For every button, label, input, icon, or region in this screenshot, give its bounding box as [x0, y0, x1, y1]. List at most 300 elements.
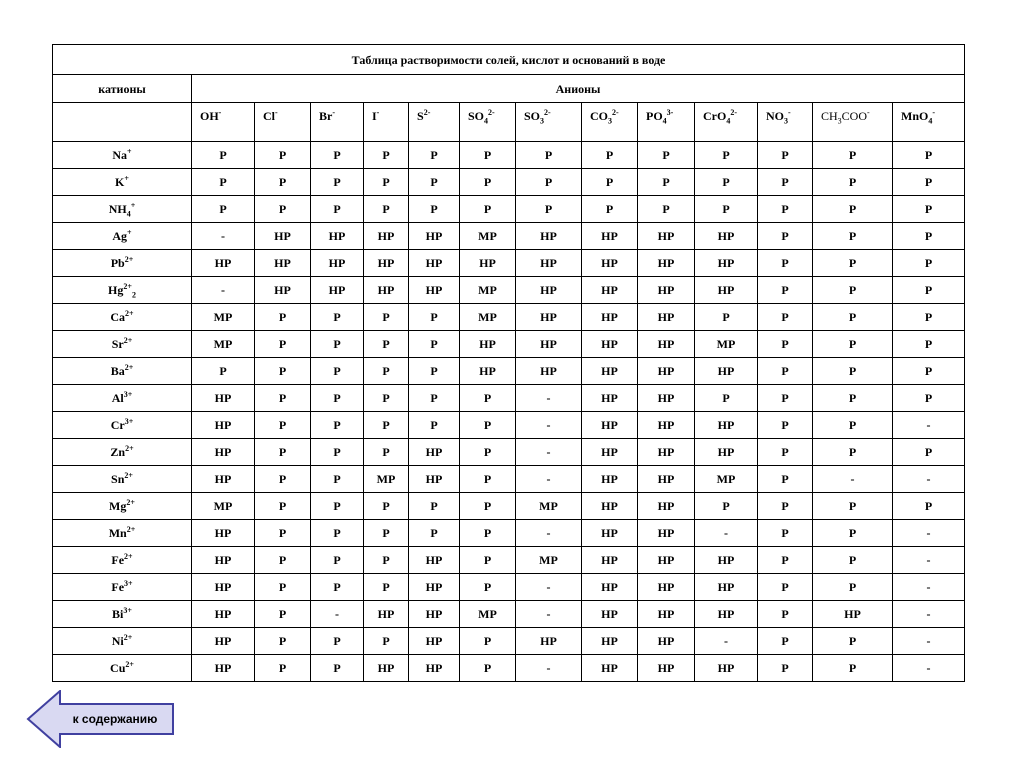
solubility-cell: НР — [638, 412, 695, 439]
solubility-cell: НР — [582, 547, 638, 574]
solubility-cell: - — [516, 574, 582, 601]
solubility-cell: Р — [813, 358, 893, 385]
cation-cell: $Mn^{2+}$ — [53, 520, 192, 547]
solubility-cell: Р — [255, 358, 311, 385]
solubility-cell: Р — [758, 196, 813, 223]
anion-header-1: Cl- — [255, 103, 311, 142]
solubility-cell: Р — [311, 412, 364, 439]
solubility-cell: - — [893, 520, 965, 547]
solubility-cell: НР — [582, 385, 638, 412]
anion-header-10: $NO_3^-$ — [758, 103, 813, 142]
solubility-cell: НР — [364, 250, 409, 277]
solubility-cell: НР — [695, 655, 758, 682]
solubility-cell: МР — [364, 466, 409, 493]
solubility-cell: Р — [582, 142, 638, 169]
solubility-cell: НР — [638, 250, 695, 277]
solubility-cell: Р — [758, 466, 813, 493]
table-row — [53, 574, 965, 601]
solubility-cell: Р — [255, 304, 311, 331]
solubility-cell: Р — [311, 196, 364, 223]
solubility-cell: Р — [893, 223, 965, 250]
solubility-cell: НР — [695, 358, 758, 385]
solubility-cell: Р — [364, 385, 409, 412]
solubility-cell: Р — [758, 277, 813, 304]
solubility-cell: - — [695, 520, 758, 547]
solubility-cell: НР — [192, 655, 255, 682]
solubility-cell: Р — [409, 493, 460, 520]
cation-cell: $Hg^{2+}_2$ — [53, 277, 192, 304]
solubility-cell: Р — [638, 169, 695, 196]
solubility-cell: Р — [813, 169, 893, 196]
cation-cell: K+ — [53, 169, 192, 196]
solubility-cell: МР — [192, 331, 255, 358]
solubility-cell: МР — [192, 493, 255, 520]
solubility-cell: НР — [460, 250, 516, 277]
solubility-cell: Р — [813, 547, 893, 574]
table-row — [53, 358, 965, 385]
solubility-cell: Р — [758, 331, 813, 358]
solubility-cell: НР — [638, 628, 695, 655]
solubility-cell: Р — [460, 169, 516, 196]
solubility-table — [52, 44, 965, 682]
table-row — [53, 466, 965, 493]
cation-cell: $Cr^{3+}$ — [53, 412, 192, 439]
solubility-cell: НР — [516, 250, 582, 277]
solubility-cell: Р — [364, 358, 409, 385]
solubility-cell: Р — [364, 628, 409, 655]
anion-header-7: $CO_3^{2-}$ — [582, 103, 638, 142]
solubility-cell: Р — [893, 439, 965, 466]
solubility-cell: Р — [460, 574, 516, 601]
anion-header-4: $S^{2-}$ — [409, 103, 460, 142]
table-row — [53, 655, 965, 682]
solubility-cell: НР — [409, 547, 460, 574]
cation-cell: $Fe^{2+}$ — [53, 547, 192, 574]
solubility-cell: Р — [460, 520, 516, 547]
solubility-cell: Р — [893, 196, 965, 223]
solubility-cell: - — [893, 628, 965, 655]
table-row — [53, 331, 965, 358]
solubility-cell: НР — [582, 331, 638, 358]
solubility-cell: НР — [582, 250, 638, 277]
solubility-cell: Р — [813, 142, 893, 169]
solubility-cell: НР — [516, 358, 582, 385]
solubility-cell: Р — [409, 196, 460, 223]
solubility-cell: Р — [813, 439, 893, 466]
solubility-cell: - — [192, 223, 255, 250]
cation-cell: $Al^{3+}$ — [53, 385, 192, 412]
solubility-cell: Р — [695, 169, 758, 196]
cation-cell: $Ni^{2+}$ — [53, 628, 192, 655]
solubility-cell: Р — [255, 331, 311, 358]
solubility-cell: Р — [813, 628, 893, 655]
solubility-cell: Р — [409, 331, 460, 358]
cation-cell: $Mg^{2+}$ — [53, 493, 192, 520]
solubility-cell: НР — [695, 547, 758, 574]
solubility-cell: Р — [409, 520, 460, 547]
solubility-cell: - — [813, 466, 893, 493]
solubility-cell: НР — [695, 601, 758, 628]
solubility-cell: Р — [758, 547, 813, 574]
solubility-cell: НР — [311, 223, 364, 250]
table-row — [53, 304, 965, 331]
solubility-cell: НР — [192, 439, 255, 466]
solubility-cell: НР — [192, 547, 255, 574]
solubility-cell: Р — [813, 277, 893, 304]
cation-cell: $Fe^{3+}$ — [53, 574, 192, 601]
solubility-cell: МР — [695, 331, 758, 358]
solubility-cell: НР — [255, 277, 311, 304]
anion-header-2: Br- — [311, 103, 364, 142]
solubility-cell: НР — [516, 304, 582, 331]
solubility-cell: НР — [813, 601, 893, 628]
solubility-cell: Р — [311, 655, 364, 682]
solubility-cell: НР — [582, 439, 638, 466]
solubility-cell: НР — [192, 574, 255, 601]
back-to-contents-label: к содержанию — [72, 712, 158, 726]
solubility-cell: Р — [364, 412, 409, 439]
solubility-table-frame — [52, 44, 964, 684]
solubility-cell: Р — [460, 439, 516, 466]
solubility-cell: Р — [460, 466, 516, 493]
solubility-cell: Р — [409, 385, 460, 412]
solubility-cell: Р — [758, 601, 813, 628]
solubility-cell: Р — [192, 169, 255, 196]
solubility-cell: НР — [638, 547, 695, 574]
solubility-cell: НР — [364, 601, 409, 628]
solubility-cell: Р — [311, 493, 364, 520]
solubility-cell: Р — [758, 223, 813, 250]
table-row — [53, 223, 965, 250]
solubility-cell: НР — [695, 223, 758, 250]
table-row — [53, 277, 965, 304]
cation-cell: $Pb^{2+}$ — [53, 250, 192, 277]
back-to-contents-button[interactable] — [26, 690, 176, 748]
solubility-cell: НР — [695, 277, 758, 304]
cations-header: катионы — [53, 75, 192, 103]
solubility-cell: Р — [255, 142, 311, 169]
solubility-cell: Р — [758, 412, 813, 439]
table-row — [53, 169, 965, 196]
solubility-cell: Р — [409, 169, 460, 196]
solubility-cell: - — [893, 466, 965, 493]
solubility-cell: - — [516, 466, 582, 493]
solubility-cell: Р — [255, 412, 311, 439]
solubility-cell: НР — [192, 601, 255, 628]
cation-cell: $Cu^{2+}$ — [53, 655, 192, 682]
solubility-cell: Р — [758, 439, 813, 466]
solubility-cell: НР — [516, 628, 582, 655]
solubility-cell: МР — [460, 277, 516, 304]
solubility-cell: Р — [813, 223, 893, 250]
solubility-cell: НР — [638, 655, 695, 682]
solubility-cell: Р — [758, 169, 813, 196]
solubility-cell: НР — [582, 628, 638, 655]
solubility-cell: Р — [311, 142, 364, 169]
solubility-cell: НР — [311, 277, 364, 304]
solubility-cell: Р — [893, 493, 965, 520]
solubility-cell: НР — [192, 628, 255, 655]
table-row — [53, 196, 965, 223]
table-row — [53, 628, 965, 655]
solubility-cell: НР — [638, 439, 695, 466]
solubility-cell: НР — [255, 250, 311, 277]
solubility-cell: Р — [813, 385, 893, 412]
solubility-cell: Р — [255, 628, 311, 655]
solubility-cell: Р — [311, 169, 364, 196]
anion-header-8: $PO_4^{3-}$ — [638, 103, 695, 142]
solubility-cell: Р — [758, 655, 813, 682]
solubility-cell: НР — [409, 628, 460, 655]
solubility-cell: - — [893, 412, 965, 439]
anion-header-12: MnO$_4$- — [893, 103, 965, 142]
solubility-cell: НР — [409, 223, 460, 250]
solubility-cell: Р — [364, 439, 409, 466]
solubility-cell: Р — [255, 169, 311, 196]
table-row — [53, 547, 965, 574]
solubility-cell: Р — [516, 142, 582, 169]
solubility-cell: Р — [255, 574, 311, 601]
solubility-cell: НР — [364, 655, 409, 682]
solubility-cell: НР — [638, 466, 695, 493]
solubility-cell: Р — [255, 439, 311, 466]
solubility-cell: НР — [582, 493, 638, 520]
table-row — [53, 385, 965, 412]
cation-cell: $Ca^{2+}$ — [53, 304, 192, 331]
solubility-cell: Р — [813, 196, 893, 223]
solubility-cell: МР — [516, 493, 582, 520]
solubility-cell: - — [893, 574, 965, 601]
solubility-cell: Р — [409, 358, 460, 385]
solubility-cell: Р — [695, 304, 758, 331]
solubility-cell: НР — [516, 277, 582, 304]
solubility-cell: НР — [638, 385, 695, 412]
solubility-cell: - — [695, 628, 758, 655]
anion-header-3: I- — [364, 103, 409, 142]
solubility-cell: Р — [364, 547, 409, 574]
solubility-cell: НР — [409, 574, 460, 601]
solubility-cell: - — [893, 655, 965, 682]
solubility-cell: Р — [460, 493, 516, 520]
solubility-cell: Р — [460, 385, 516, 412]
solubility-cell: Р — [311, 358, 364, 385]
solubility-cell: МР — [516, 547, 582, 574]
anion-header-5: $SO_4^{2-}$ — [460, 103, 516, 142]
solubility-cell: Р — [758, 358, 813, 385]
solubility-cell: Р — [516, 196, 582, 223]
solubility-cell: Р — [813, 412, 893, 439]
solubility-cell: - — [192, 277, 255, 304]
solubility-cell: Р — [364, 493, 409, 520]
solubility-cell: Р — [695, 493, 758, 520]
solubility-cell: Р — [813, 493, 893, 520]
solubility-cell: Р — [409, 142, 460, 169]
solubility-cell: Р — [255, 385, 311, 412]
solubility-cell: Р — [813, 655, 893, 682]
solubility-cell: Р — [460, 547, 516, 574]
solubility-cell: Р — [758, 628, 813, 655]
solubility-cell: Р — [893, 358, 965, 385]
solubility-cell: Р — [758, 385, 813, 412]
cation-cell: $Sn^{2+}$ — [53, 466, 192, 493]
solubility-cell: НР — [638, 520, 695, 547]
solubility-cell: НР — [409, 277, 460, 304]
solubility-cell: Р — [364, 169, 409, 196]
solubility-cell: Р — [255, 196, 311, 223]
corner-cell — [53, 103, 192, 142]
solubility-cell: НР — [695, 439, 758, 466]
solubility-cell: Р — [192, 142, 255, 169]
solubility-cell: НР — [192, 412, 255, 439]
cation-cell: Na+ — [53, 142, 192, 169]
solubility-cell: НР — [192, 466, 255, 493]
solubility-cell: НР — [192, 385, 255, 412]
solubility-cell: НР — [582, 655, 638, 682]
solubility-cell: Р — [638, 142, 695, 169]
anions-header: Анионы — [192, 75, 965, 103]
solubility-cell: НР — [638, 574, 695, 601]
solubility-cell: - — [516, 655, 582, 682]
cation-cell: $Ba^{2+}$ — [53, 358, 192, 385]
solubility-cell: - — [516, 520, 582, 547]
solubility-cell: НР — [409, 655, 460, 682]
solubility-cell: Р — [893, 250, 965, 277]
solubility-cell: НР — [582, 574, 638, 601]
anion-header-9: CrO$_4^{2-}$ — [695, 103, 758, 142]
solubility-cell: НР — [582, 466, 638, 493]
cation-cell: $Sr^{2+}$ — [53, 331, 192, 358]
solubility-cell: Р — [893, 142, 965, 169]
solubility-cell: Р — [255, 493, 311, 520]
solubility-cell: НР — [582, 223, 638, 250]
solubility-cell: МР — [460, 304, 516, 331]
solubility-cell: - — [516, 412, 582, 439]
cation-cell: Ag+ — [53, 223, 192, 250]
solubility-cell: - — [516, 439, 582, 466]
solubility-cell: НР — [311, 250, 364, 277]
table-row — [53, 439, 965, 466]
table-row — [53, 250, 965, 277]
cation-cell: $Bi^{3+}$ — [53, 601, 192, 628]
solubility-cell: Р — [893, 304, 965, 331]
solubility-cell: МР — [460, 223, 516, 250]
solubility-cell: Р — [460, 196, 516, 223]
solubility-cell: Р — [311, 628, 364, 655]
solubility-cell: НР — [638, 493, 695, 520]
solubility-cell: Р — [638, 196, 695, 223]
solubility-cell: Р — [582, 196, 638, 223]
solubility-cell: Р — [364, 304, 409, 331]
solubility-cell: Р — [582, 169, 638, 196]
solubility-cell: НР — [695, 412, 758, 439]
solubility-cell: Р — [758, 493, 813, 520]
solubility-cell: НР — [516, 223, 582, 250]
table-title: Таблица растворимости солей, кислот и оснований в воде — [53, 45, 965, 75]
solubility-cell: Р — [460, 628, 516, 655]
anion-header-0: OH- — [192, 103, 255, 142]
solubility-cell: Р — [813, 520, 893, 547]
solubility-cell: Р — [893, 277, 965, 304]
solubility-cell: Р — [758, 250, 813, 277]
solubility-cell: НР — [582, 304, 638, 331]
solubility-cell: Р — [364, 196, 409, 223]
solubility-cell: Р — [255, 601, 311, 628]
solubility-cell: Р — [695, 196, 758, 223]
solubility-cell: Р — [758, 574, 813, 601]
solubility-cell: НР — [695, 250, 758, 277]
solubility-cell: Р — [813, 250, 893, 277]
solubility-cell: НР — [582, 412, 638, 439]
solubility-cell: Р — [311, 331, 364, 358]
solubility-cell: Р — [192, 196, 255, 223]
solubility-cell: НР — [638, 304, 695, 331]
solubility-cell: НР — [582, 358, 638, 385]
solubility-cell: НР — [409, 601, 460, 628]
solubility-cell: Р — [311, 547, 364, 574]
anion-header-11: $CH_3COO^-$ — [813, 103, 893, 142]
solubility-cell: Р — [311, 520, 364, 547]
solubility-cell: Р — [192, 358, 255, 385]
solubility-cell: Р — [255, 547, 311, 574]
solubility-cell: Р — [758, 520, 813, 547]
solubility-cell: Р — [695, 142, 758, 169]
solubility-cell: МР — [192, 304, 255, 331]
anion-header-6: $SO_3^{2-}$ — [516, 103, 582, 142]
solubility-cell: Р — [311, 304, 364, 331]
solubility-cell: НР — [638, 601, 695, 628]
table-row — [53, 412, 965, 439]
solubility-cell: НР — [582, 520, 638, 547]
solubility-cell: НР — [638, 331, 695, 358]
solubility-cell: НР — [192, 250, 255, 277]
solubility-cell: Р — [813, 574, 893, 601]
solubility-cell: Р — [311, 385, 364, 412]
solubility-cell: НР — [516, 331, 582, 358]
solubility-cell: Р — [364, 520, 409, 547]
solubility-cell: Р — [255, 655, 311, 682]
solubility-cell: НР — [364, 223, 409, 250]
solubility-cell: НР — [582, 601, 638, 628]
solubility-cell: НР — [460, 358, 516, 385]
solubility-cell: Р — [893, 331, 965, 358]
cation-cell: $NH_4^+$ — [53, 196, 192, 223]
solubility-cell: Р — [813, 331, 893, 358]
solubility-cell: Р — [311, 466, 364, 493]
solubility-cell: Р — [364, 574, 409, 601]
solubility-cell: НР — [638, 358, 695, 385]
table-row — [53, 601, 965, 628]
solubility-cell: НР — [638, 223, 695, 250]
solubility-cell: Р — [255, 520, 311, 547]
solubility-cell: НР — [638, 277, 695, 304]
solubility-cell: Р — [409, 412, 460, 439]
solubility-cell: Р — [695, 385, 758, 412]
solubility-cell: - — [516, 601, 582, 628]
solubility-cell: МР — [695, 466, 758, 493]
solubility-cell: Р — [364, 142, 409, 169]
solubility-cell: Р — [311, 439, 364, 466]
solubility-cell: НР — [409, 466, 460, 493]
solubility-cell: Р — [893, 169, 965, 196]
solubility-cell: Р — [255, 466, 311, 493]
solubility-cell: Р — [516, 169, 582, 196]
solubility-cell: Р — [460, 655, 516, 682]
solubility-cell: - — [893, 547, 965, 574]
solubility-cell: Р — [813, 304, 893, 331]
solubility-cell: НР — [409, 250, 460, 277]
solubility-cell: Р — [311, 574, 364, 601]
solubility-cell: Р — [460, 412, 516, 439]
